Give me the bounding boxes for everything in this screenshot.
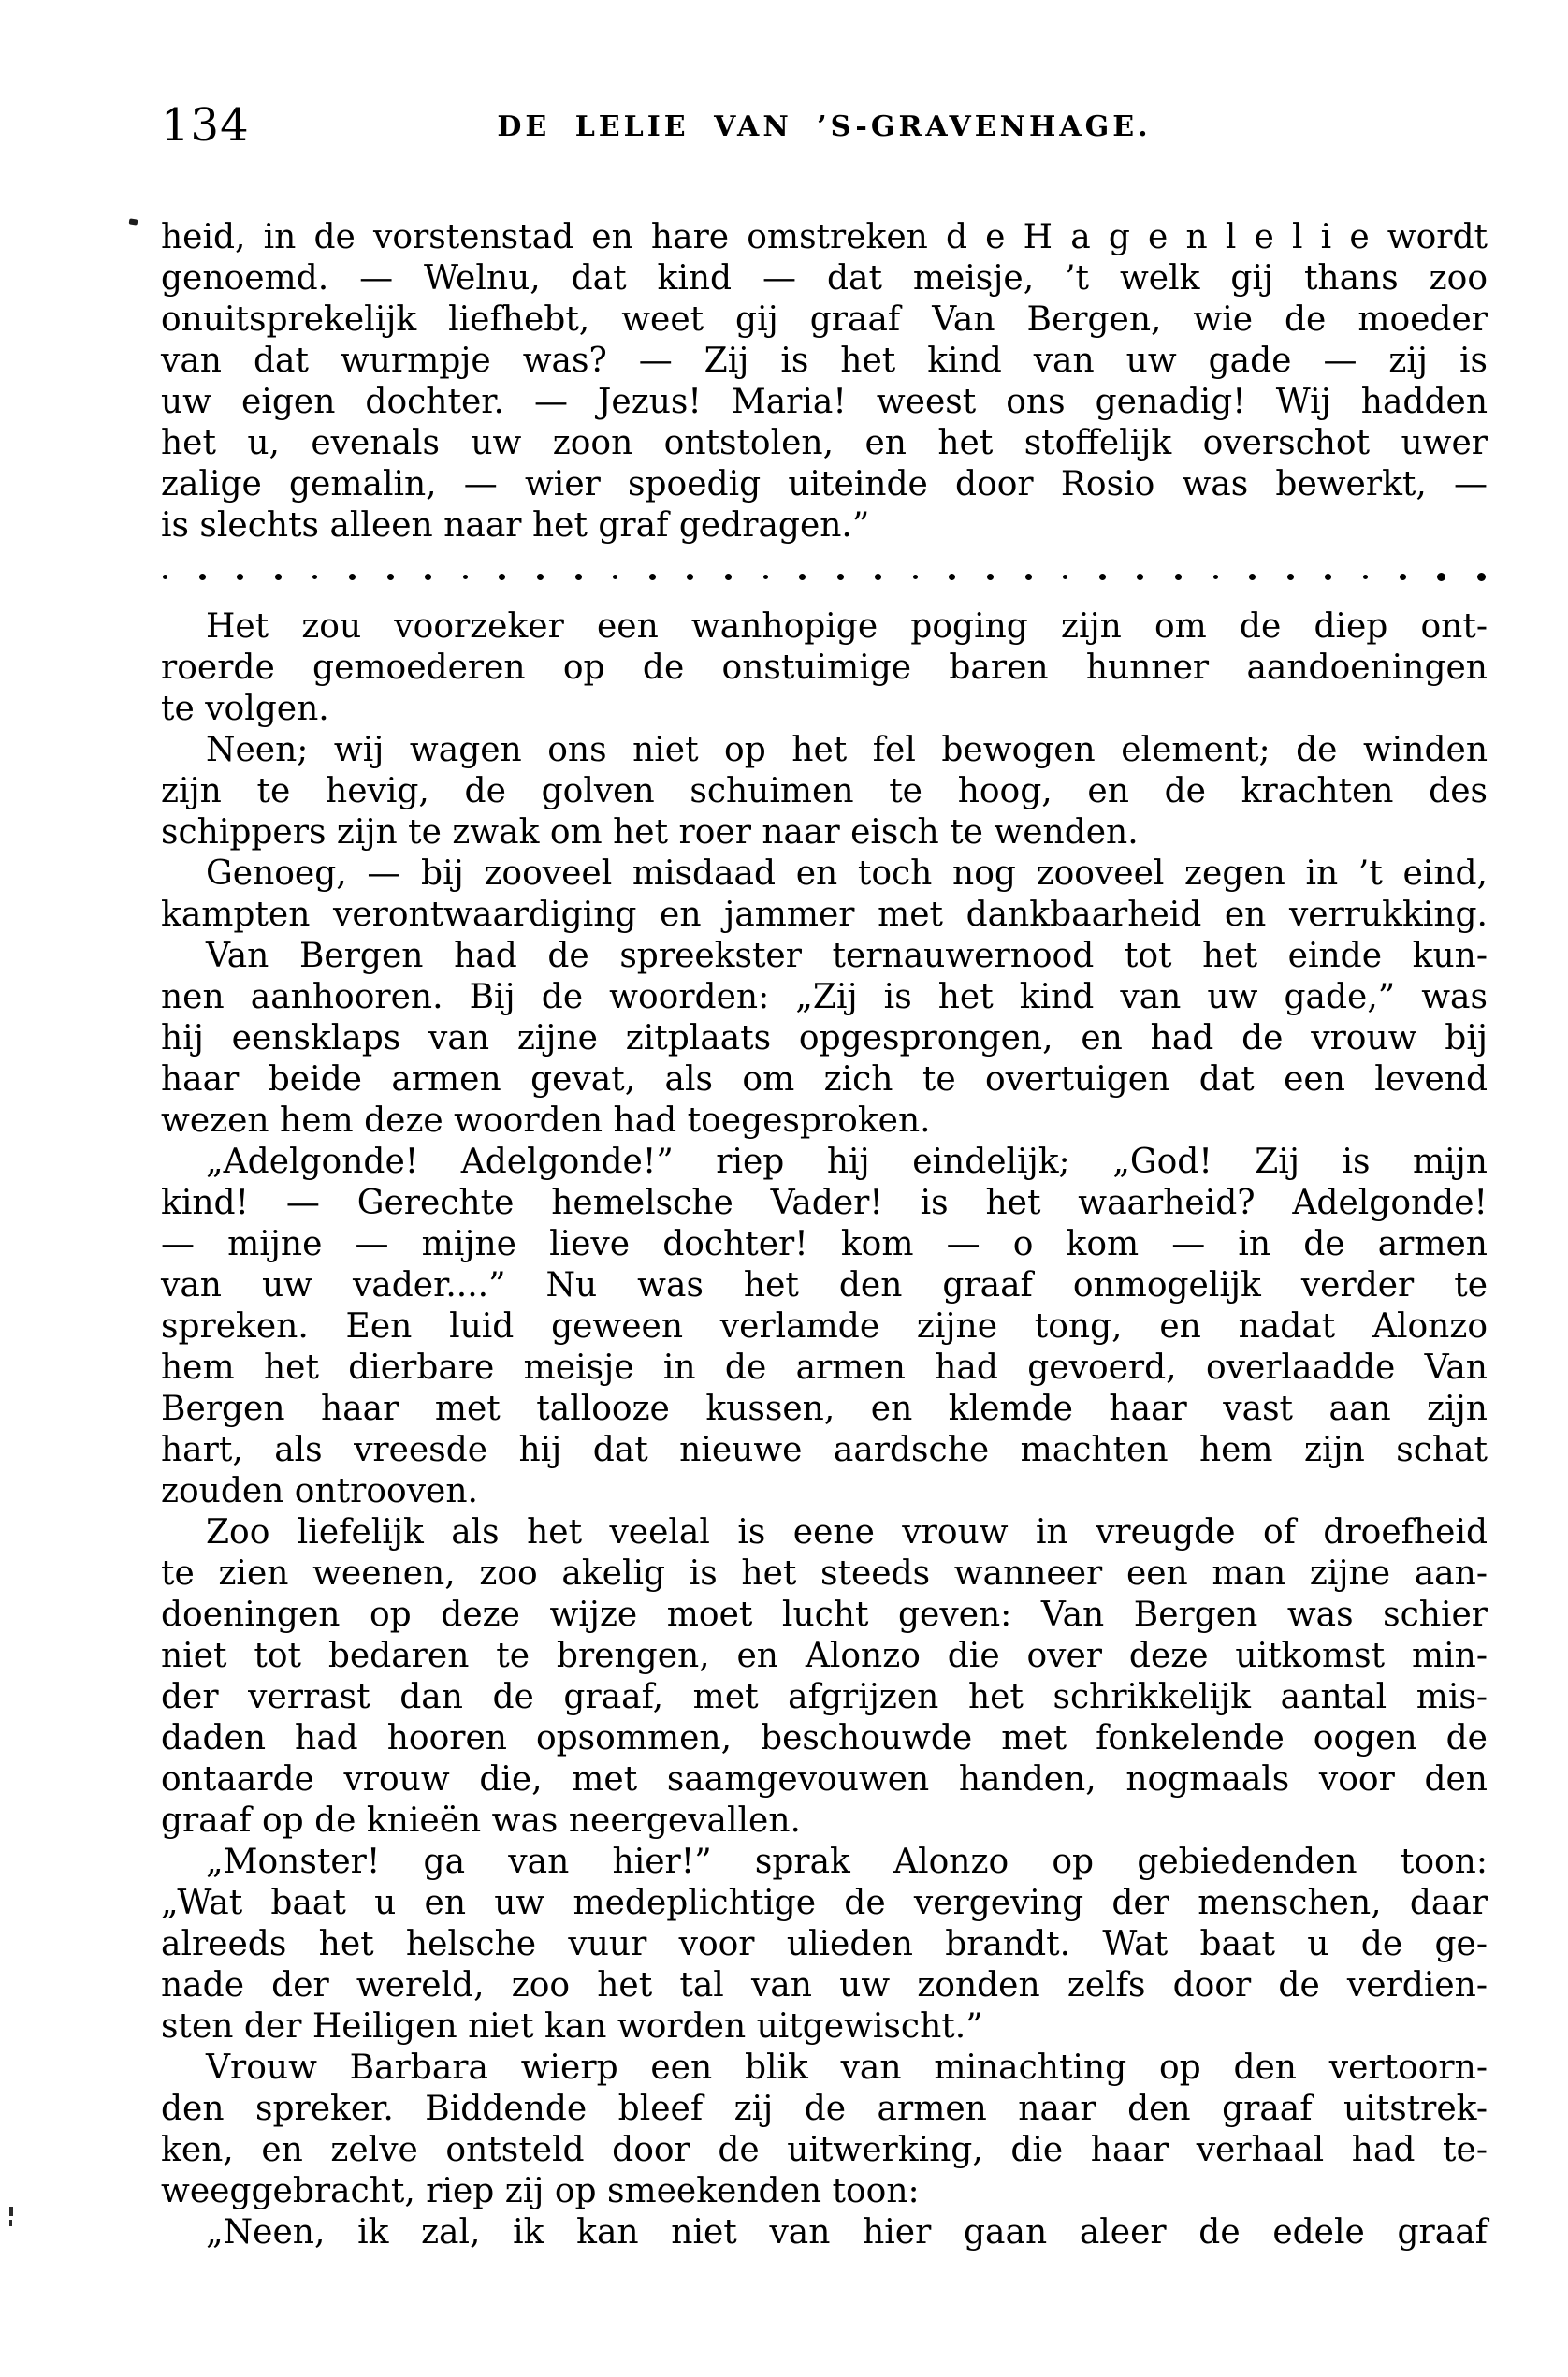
text-line: kind! — Gerechte hemelsche Vader! is het waarheid? Adelgonde! (161, 1184, 1488, 1222)
dot (1477, 573, 1486, 581)
dot (387, 574, 394, 580)
text-line: Bergen haar met tallooze kussen, en klemde haar vast aan zijn (161, 1390, 1488, 1428)
text-line: ontaarde vrouw die, met saamgevouwen handen, nogmaals voor den (161, 1760, 1488, 1799)
dot (499, 574, 505, 580)
text-line: der verrast dan de graaf, met afgrijzen het schrikkelijk aantal mis- (161, 1678, 1488, 1716)
text-line: Neen; wij wagen ons niet op het fel bewogen element; de winden (206, 731, 1488, 769)
text-line: wezen hem deze woorden had toegesproken. (161, 1101, 931, 1140)
dot (537, 574, 544, 580)
text-line: zijn te hevig, de golven schuimen te hoog, en de krachten des (161, 772, 1488, 810)
text-line: roerde gemoederen op de onstuimige baren hunner aandoeningen (161, 649, 1488, 687)
text-line: alreeds het helsche vuur voor ulieden brandt. Wat baat u de ge- (161, 1925, 1488, 1963)
text-line: Vrouw Barbara wierp een blik van minachting op den vertoorn- (206, 2049, 1488, 2087)
dot (1437, 573, 1445, 581)
text-line: hem het dierbare meisje in de armen had gevoerd, overlaadde Van (161, 1349, 1488, 1387)
text-line: onuitsprekelijk liefhebt, weet gij graaf Van Bergen, wie de moeder (161, 300, 1488, 339)
dot (199, 574, 206, 580)
text-line: te zien weenen, zoo akelig is het steeds wanneer een man zijne aan- (161, 1554, 1488, 1593)
text-line: heid, in de vorstenstad en hare omstreken d e H a g e n l e l i e wordt (161, 218, 1488, 256)
page-header (161, 99, 1488, 155)
dot (1249, 574, 1256, 580)
text-line: te volgen. (161, 690, 329, 728)
dot (463, 575, 468, 579)
dot (1063, 575, 1067, 579)
dot (613, 575, 617, 579)
dot (312, 575, 317, 579)
dot (1099, 574, 1106, 580)
dot (649, 574, 656, 580)
dot (725, 574, 732, 580)
text-line: graaf op de knieën was neergevallen. (161, 1801, 801, 1840)
text-line: ken, en zelve ontsteld door de uitwerking, die haar verhaal had te- (161, 2131, 1488, 2169)
text-line: „Monster! ga van hier!” sprak Alonzo op gebiedenden toon: (206, 1843, 1488, 1881)
text-line: kampten verontwaardiging en jammer met dankbaarheid en verrukking. (161, 896, 1488, 934)
text-line: „Wat baat u en uw medeplichtige de vergeving der menschen, daar (161, 1884, 1488, 1922)
dot (1213, 575, 1218, 579)
text-line: niet tot bedaren te brengen, en Alonzo die over deze uitkomst min- (161, 1637, 1488, 1675)
text-line: daden had hooren opsommen, beschouwde met fonkelende oogen de (161, 1719, 1488, 1757)
text-line: van dat wurmpje was? — Zij is het kind van uw gade — zij is (161, 342, 1488, 380)
dot (575, 574, 582, 580)
text-line: Het zou voorzeker een wanhopige poging zijn om de diep ont- (206, 607, 1488, 646)
text-line: hart, als vreesde hij dat nieuwe aardsche machten hem zijn schat (161, 1431, 1488, 1469)
page-number: 134 (161, 99, 250, 152)
text-line: is slechts alleen naar het graf gedragen.” (161, 506, 870, 545)
dot (349, 574, 356, 580)
text-line: Van Bergen had de spreekster ternauwernood tot het einde kun- (206, 937, 1488, 975)
text-line: van uw vader....” Nu was het den graaf onmogelijk verder te (161, 1266, 1488, 1305)
running-title: DE LELIE VAN ’S-GRAVENHAGE. (497, 110, 1152, 143)
dot (275, 574, 282, 580)
text-line: „Adelgonde! Adelgonde!” riep hij eindelijk; „God! Zij is mijn (206, 1143, 1488, 1181)
text-line: Zoo liefelijk als het veelal is eene vrouw in vreugde of droefheid (206, 1513, 1488, 1552)
text-line: sten der Heiligen niet kan worden uitgewischt.” (161, 2007, 983, 2046)
dot (913, 575, 918, 579)
text-line: nen aanhooren. Bij de woorden: „Zij is het kind van uw gade,” was (161, 978, 1488, 1016)
text-line: — mijne — mijne lieve dochter! kom — o kom — in de armen (161, 1225, 1488, 1263)
text-line: haar beide armen gevat, als om zich te overtuigen dat een levend (161, 1060, 1488, 1099)
text-line: schippers zijn te zwak om het roer naar eisch te wenden. (161, 813, 1139, 852)
text-line: „Neen, ik zal, ik kan niet van hier gaan aleer de edele graaf (206, 2213, 1488, 2252)
dot (799, 574, 806, 580)
text-line: zalige gemalin, — wier spoedig uiteinde door Rosio was bewerkt, — (161, 465, 1488, 503)
dot (1025, 574, 1032, 580)
dot (1363, 575, 1368, 579)
dot (1287, 574, 1294, 580)
text-line: Genoeg, — bij zooveel misdaad en toch nog zooveel zegen in ’t eind, (206, 854, 1488, 893)
text-line: uw eigen dochter. — Jezus! Maria! weest ons genadig! Wij hadden (161, 383, 1488, 421)
scan-artifact (129, 218, 138, 225)
text-line: weeggebracht, riep zij op smeekenden toon: (161, 2172, 920, 2210)
dot (425, 574, 431, 580)
dot (949, 574, 955, 580)
text-line: spreken. Een luid geween verlamde zijne tong, en nadat Alonzo (161, 1307, 1488, 1346)
dot (987, 574, 994, 580)
section-break-dots (161, 547, 1488, 606)
text-line: den spreker. Biddende bleef zij de armen naar den graaf uitstrek- (161, 2090, 1488, 2128)
scan-artifact (9, 2220, 12, 2226)
dot (163, 575, 167, 579)
dot (1137, 574, 1143, 580)
dot (687, 574, 693, 580)
dot (1175, 574, 1182, 580)
text-line: genoemd. — Welnu, dat kind — dat meisje, ’t welk gij thans zoo (161, 259, 1488, 298)
text-line: het u, evenals uw zoon ontstolen, en het stoffelijk overschot uwer (161, 424, 1488, 462)
dot (837, 574, 844, 580)
text-body (161, 217, 1488, 2253)
text-line: zouden ontrooven. (161, 1472, 478, 1510)
dot (875, 574, 881, 580)
dot (763, 575, 768, 579)
text-line: nade der wereld, zoo het tal van uw zonden zelfs door de verdien- (161, 1966, 1488, 2005)
dot (1400, 574, 1406, 580)
dot (237, 574, 243, 580)
dot (1325, 574, 1331, 580)
text-line: hij eensklaps van zijne zitplaats opgesprongen, en had de vrouw bij (161, 1019, 1488, 1057)
scan-artifact (9, 2207, 13, 2216)
text-line: doeningen op deze wijze moet lucht geven: Van Bergen was schier (161, 1596, 1488, 1634)
